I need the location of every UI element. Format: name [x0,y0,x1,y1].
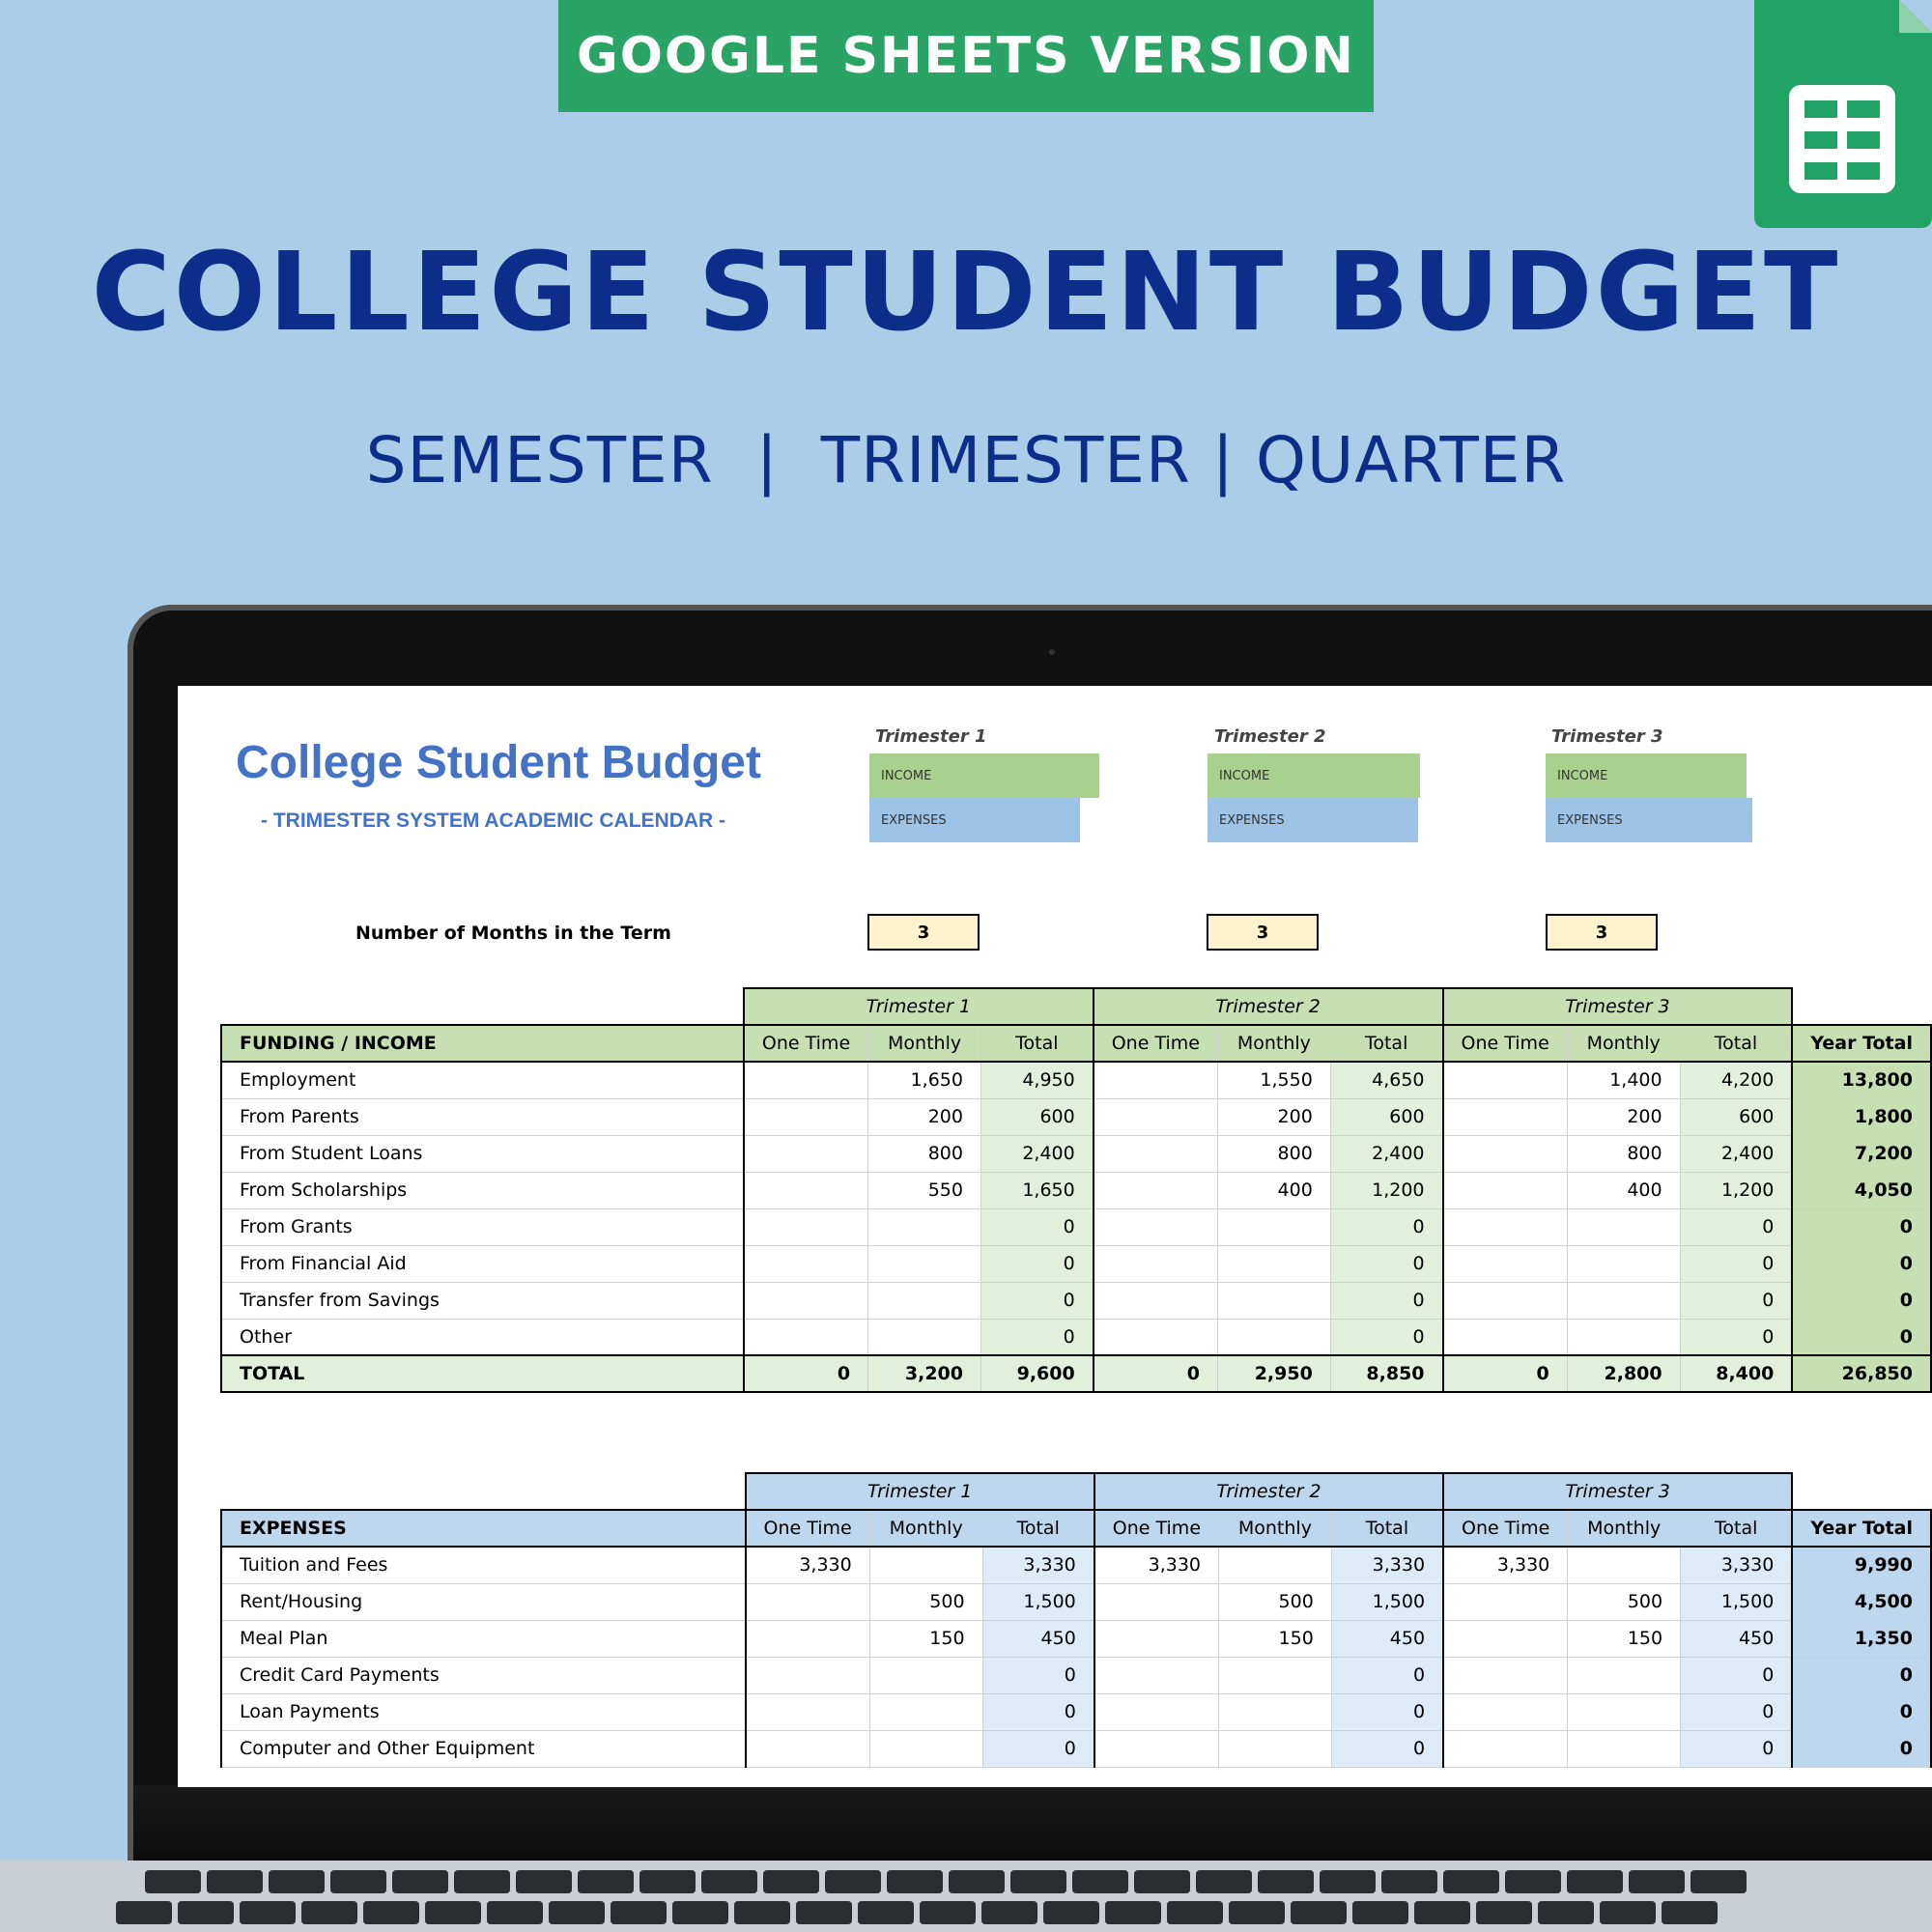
keyboard-key [949,1870,1005,1893]
row-label: Other [221,1319,744,1355]
table-cell[interactable] [1094,1062,1218,1098]
table-cell[interactable] [744,1172,868,1208]
table-row [221,1319,1931,1355]
keyboard-key [1381,1870,1437,1893]
table-cell[interactable]: 0 [1094,1355,1218,1392]
table-cell[interactable]: 0 [1681,1657,1793,1693]
keyboard-key [796,1901,852,1924]
table-cell[interactable] [869,1657,982,1693]
table-row [221,1245,1931,1282]
table-cell[interactable]: 0 [1792,1282,1931,1319]
term-header: Trimester 2 [1094,988,1443,1025]
table-cell[interactable] [1443,1657,1568,1693]
table-cell[interactable] [1443,1172,1568,1208]
table-cell[interactable]: 8,400 [1680,1355,1792,1392]
table-row [221,1730,1931,1767]
table-cell[interactable] [868,1282,981,1319]
table-cell[interactable]: 0 [980,1245,1093,1282]
table-cell[interactable] [1094,1172,1218,1208]
table-cell[interactable] [744,1282,868,1319]
table-cell[interactable] [1443,1730,1568,1767]
table-cell[interactable]: 8,850 [1330,1355,1442,1392]
keyboard-key [981,1901,1037,1924]
table-cell[interactable]: 150 [1219,1620,1332,1657]
table-cell[interactable]: 0 [982,1657,1094,1693]
table-cell[interactable]: 4,950 [980,1062,1093,1098]
table-cell[interactable]: 0 [1331,1693,1443,1730]
table-cell[interactable] [1443,1135,1568,1172]
table-cell[interactable] [1094,1693,1219,1730]
table-cell[interactable] [869,1693,982,1730]
camera-icon [1049,649,1055,655]
keyboard-key [734,1901,790,1924]
table-cell[interactable] [1217,1208,1330,1245]
table-cell[interactable]: 0 [1330,1208,1442,1245]
keyboard-key [825,1870,881,1893]
row-label: Rent/Housing [221,1583,746,1620]
table-cell[interactable]: 0 [1680,1208,1792,1245]
row-label: Credit Card Payments [221,1657,746,1693]
column-header: Year Total [1792,1510,1931,1547]
table-cell[interactable]: 200 [868,1098,981,1135]
row-label: From Grants [221,1208,744,1245]
table-row [221,1583,1931,1620]
product-title: COLLEGE STUDENT BUDGET [91,230,1841,355]
keyboard-key [1258,1870,1314,1893]
table-cell[interactable]: 1,550 [1217,1062,1330,1098]
table-cell[interactable] [1568,1693,1681,1730]
keyboard-key [1662,1901,1718,1924]
expenses-table [220,1472,1932,1768]
table-cell[interactable] [869,1730,982,1767]
keyboard-key [763,1870,819,1893]
keyboard-key [1505,1870,1561,1893]
table-row [221,1282,1931,1319]
google-sheets-icon [1754,0,1932,228]
table-cell[interactable] [744,1135,868,1172]
table-cell[interactable]: 0 [1792,1657,1931,1693]
table-cell[interactable]: 600 [1680,1098,1792,1135]
keyboard-key [207,1870,263,1893]
column-header: Monthly [1219,1510,1332,1547]
table-cell[interactable]: 0 [980,1319,1093,1355]
keyboard-key [639,1870,696,1893]
column-header: Total [982,1510,1094,1547]
table-cell[interactable] [1567,1282,1680,1319]
column-header: Monthly [1217,1025,1330,1062]
table-cell[interactable]: 0 [1680,1319,1792,1355]
keyboard-key [116,1901,172,1924]
table-cell[interactable]: 1,200 [1330,1172,1442,1208]
table-cell[interactable]: 2,400 [980,1135,1093,1172]
row-label: From Financial Aid [221,1245,744,1282]
keyboard-key [330,1870,386,1893]
legend-label-3: Trimester 3 [1551,726,1663,747]
legend-label-1: Trimester 1 [875,726,987,747]
table-cell[interactable]: 3,330 [1681,1547,1793,1583]
keyboard-key [1567,1870,1623,1893]
blank-cell [1792,1473,1931,1510]
table-cell[interactable]: 150 [1568,1620,1681,1657]
table-cell[interactable]: 200 [1567,1098,1680,1135]
laptop-chin [133,1785,1932,1861]
table-cell[interactable] [746,1693,870,1730]
sheet-title: College Student Budget [236,737,761,788]
table-cell[interactable]: 0 [1792,1245,1931,1282]
legend-expenses-1[interactable]: EXPENSES [869,798,1080,842]
table-row [221,1693,1931,1730]
column-header: Total [1330,1025,1442,1062]
table-cell[interactable] [1094,1319,1218,1355]
table-cell[interactable] [1443,1620,1568,1657]
table-cell[interactable]: 1,500 [1331,1583,1443,1620]
table-cell[interactable]: 2,400 [1680,1135,1792,1172]
keyboard-key [611,1901,667,1924]
table-cell[interactable]: 500 [1219,1583,1332,1620]
term-header-row [221,988,1931,1025]
table-cell[interactable]: 800 [868,1135,981,1172]
table-cell[interactable]: 0 [1681,1730,1793,1767]
table-cell[interactable]: 400 [1217,1172,1330,1208]
keyboard-key [858,1901,914,1924]
table-cell[interactable] [1443,1282,1568,1319]
table-cell[interactable]: 600 [980,1098,1093,1135]
table-cell[interactable]: 450 [1681,1620,1793,1657]
months-label: Number of Months in the Term [355,923,671,944]
table-cell[interactable]: 2,950 [1217,1355,1330,1392]
table-cell[interactable] [1219,1730,1332,1767]
term-header: Trimester 3 [1443,988,1793,1025]
keyboard-key [1476,1901,1532,1924]
legend-income-2[interactable]: INCOME [1208,753,1420,798]
table-cell[interactable]: 0 [1680,1282,1792,1319]
table-cell[interactable] [1217,1319,1330,1355]
table-cell[interactable]: 3,330 [746,1547,870,1583]
keyboard-key [301,1901,357,1924]
table-cell[interactable] [1443,1245,1568,1282]
table-cell[interactable] [744,1319,868,1355]
column-header-row [221,1025,1931,1062]
table-cell[interactable] [744,1208,868,1245]
keyboard-key [516,1870,572,1893]
keyboard-key [1414,1901,1470,1924]
keyboard-key [1352,1901,1408,1924]
keyboard-key [578,1870,634,1893]
table-cell[interactable]: 0 [1330,1319,1442,1355]
table-row [221,1620,1931,1657]
keyboard-key [178,1901,234,1924]
column-header: One Time [1443,1025,1568,1062]
table-cell[interactable] [1443,1062,1568,1098]
keyboard-key [1167,1901,1223,1924]
row-label: From Scholarships [221,1172,744,1208]
table-cell[interactable]: 9,600 [980,1355,1093,1392]
keyboard-key [145,1870,201,1893]
table-cell[interactable] [1094,1282,1218,1319]
keyboard-key [269,1870,325,1893]
table-row [221,1062,1931,1098]
table-cell[interactable] [1094,1208,1218,1245]
table-cell[interactable] [1567,1245,1680,1282]
table-cell[interactable] [1568,1730,1681,1767]
table-cell[interactable] [746,1583,870,1620]
table-cell[interactable]: 3,200 [868,1355,981,1392]
table-cell[interactable]: 200 [1217,1098,1330,1135]
table-cell[interactable]: 26,850 [1792,1355,1931,1392]
row-label: Meal Plan [221,1620,746,1657]
total-row [221,1355,1931,1392]
table-cell[interactable] [1443,1583,1568,1620]
table-cell[interactable] [1094,1135,1218,1172]
column-header: Total [1681,1510,1793,1547]
income-table [220,987,1932,1393]
table-cell[interactable] [744,1098,868,1135]
table-row [221,1208,1931,1245]
table-cell[interactable]: 0 [982,1730,1094,1767]
table-cell[interactable]: 500 [869,1583,982,1620]
table-cell[interactable]: 1,800 [1792,1098,1931,1135]
table-cell[interactable]: 450 [982,1620,1094,1657]
term-header-row [221,1473,1931,1510]
table-cell[interactable]: 1,650 [980,1172,1093,1208]
keyboard-key [1196,1870,1252,1893]
keyboard-key [425,1901,481,1924]
table-cell[interactable]: 4,500 [1792,1583,1931,1620]
table-cell[interactable] [868,1319,981,1355]
table-cell[interactable]: 0 [1792,1208,1931,1245]
column-header: One Time [746,1510,870,1547]
keyboard-key [1690,1870,1747,1893]
column-header: Total [1680,1025,1792,1062]
table-cell[interactable]: 450 [1331,1620,1443,1657]
keyboard-key [701,1870,757,1893]
keyboard-key [1600,1901,1656,1924]
table-row [221,1172,1931,1208]
table-cell[interactable] [1443,1208,1568,1245]
table-cell[interactable] [1094,1245,1218,1282]
column-header: One Time [1094,1510,1219,1547]
spreadsheet-screen [178,686,1932,1787]
table-cell[interactable]: 1,650 [868,1062,981,1098]
legend-expenses-2[interactable]: EXPENSES [1208,798,1418,842]
table-cell[interactable] [1094,1657,1219,1693]
keyboard-key [1072,1870,1128,1893]
keyboard-key [1010,1870,1066,1893]
keyboard-key [887,1870,943,1893]
legend-expenses-3[interactable]: EXPENSES [1546,798,1752,842]
keyboard-key [1291,1901,1347,1924]
table-cell[interactable] [1217,1245,1330,1282]
row-label: From Student Loans [221,1135,744,1172]
column-header: Total [1331,1510,1443,1547]
table-cell[interactable]: 0 [1681,1693,1793,1730]
table-cell[interactable]: 0 [982,1693,1094,1730]
table-cell[interactable]: 150 [869,1620,982,1657]
table-cell[interactable]: 600 [1330,1098,1442,1135]
table-cell[interactable] [1443,1693,1568,1730]
table-cell[interactable] [869,1547,982,1583]
table-cell[interactable] [1568,1657,1681,1693]
table-cell[interactable]: 0 [980,1282,1093,1319]
row-label: From Parents [221,1098,744,1135]
row-label: Employment [221,1062,744,1098]
table-cell[interactable] [868,1208,981,1245]
table-cell[interactable]: 0 [1680,1245,1792,1282]
keyboard-key [1229,1901,1285,1924]
table-cell[interactable]: 800 [1217,1135,1330,1172]
column-header-row [221,1510,1931,1547]
column-header: One Time [1094,1025,1218,1062]
keyboard-key [1629,1870,1685,1893]
table-cell[interactable] [1094,1098,1218,1135]
column-header: One Time [744,1025,868,1062]
table-cell[interactable]: 9,990 [1792,1547,1931,1583]
table-cell[interactable]: 3,330 [1443,1547,1568,1583]
table-cell[interactable]: 0 [1330,1282,1442,1319]
table-cell[interactable] [1219,1547,1332,1583]
table-cell[interactable]: 1,400 [1567,1062,1680,1098]
blank-cell [221,1473,746,1510]
table-row [221,1547,1931,1583]
table-cell[interactable] [1219,1693,1332,1730]
table-cell[interactable]: 0 [1792,1693,1931,1730]
keyboard-key [363,1901,419,1924]
table-cell[interactable]: 3,330 [1094,1547,1219,1583]
table-cell[interactable]: 0 [1443,1355,1568,1392]
row-label: Transfer from Savings [221,1282,744,1319]
keyboard-key [920,1901,976,1924]
table-cell[interactable]: 3,330 [982,1547,1094,1583]
table-cell[interactable] [1443,1319,1568,1355]
row-label: Loan Payments [221,1693,746,1730]
table-cell[interactable]: 1,200 [1680,1172,1792,1208]
table-cell[interactable] [1567,1319,1680,1355]
months-input-1[interactable]: 3 [867,914,980,951]
table-cell[interactable] [744,1062,868,1098]
table-cell[interactable] [746,1657,870,1693]
legend-income-1[interactable]: INCOME [869,753,1099,798]
table-cell[interactable]: 500 [1568,1583,1681,1620]
blank-cell [1792,988,1931,1025]
term-header: Trimester 2 [1094,1473,1443,1510]
laptop-keyboard [0,1861,1932,1932]
table-cell[interactable] [1094,1620,1219,1657]
keyboard-key [1134,1870,1190,1893]
table-cell[interactable]: 4,650 [1330,1062,1442,1098]
table-cell[interactable]: 2,800 [1567,1355,1680,1392]
table-cell[interactable]: 2,400 [1330,1135,1442,1172]
legend-label-2: Trimester 2 [1214,726,1326,747]
term-header: Trimester 1 [746,1473,1094,1510]
table-cell[interactable]: 0 [1330,1245,1442,1282]
table-cell[interactable]: 550 [868,1172,981,1208]
keyboard-key [1320,1870,1376,1893]
column-header: Monthly [868,1025,981,1062]
keyboard-key [392,1870,448,1893]
keyboard-key [549,1901,605,1924]
column-header: Total [980,1025,1093,1062]
table-cell[interactable]: 0 [1331,1730,1443,1767]
table-cell[interactable]: 0 [1792,1730,1931,1767]
table-cell[interactable] [1217,1282,1330,1319]
table-cell[interactable]: 4,050 [1792,1172,1931,1208]
table-cell[interactable] [1094,1583,1219,1620]
table-cell[interactable]: 800 [1567,1135,1680,1172]
keyboard-key [240,1901,296,1924]
column-header: Monthly [869,1510,982,1547]
column-header: One Time [1443,1510,1568,1547]
legend-income-3[interactable]: INCOME [1546,753,1747,798]
sheet-subtitle: - TRIMESTER SYSTEM ACADEMIC CALENDAR - [261,810,726,832]
term-header: Trimester 1 [744,988,1094,1025]
row-label: Tuition and Fees [221,1547,746,1583]
section-header: FUNDING / INCOME [221,1025,744,1062]
section-header: EXPENSES [221,1510,746,1547]
table-cell[interactable]: 3,330 [1331,1547,1443,1583]
table-cell[interactable] [744,1245,868,1282]
table-cell[interactable] [746,1620,870,1657]
table-cell[interactable] [1568,1547,1681,1583]
table-cell[interactable]: 0 [744,1355,868,1392]
table-cell[interactable] [1219,1657,1332,1693]
table-row [221,1657,1931,1693]
table-cell[interactable]: 13,800 [1792,1062,1931,1098]
row-label: Computer and Other Equipment [221,1730,746,1767]
keyboard-key [1043,1901,1099,1924]
blank-cell [221,988,744,1025]
product-subtitle: SEMESTER | TRIMESTER | QUARTER [365,423,1567,497]
column-header: Monthly [1567,1025,1680,1062]
version-banner: GOOGLE SHEETS VERSION [558,0,1374,112]
table-cell[interactable]: 0 [1331,1657,1443,1693]
table-cell[interactable] [1443,1098,1568,1135]
months-input-2[interactable]: 3 [1207,914,1319,951]
term-header: Trimester 3 [1443,1473,1792,1510]
keyboard-key [672,1901,728,1924]
table-cell[interactable]: 7,200 [1792,1135,1931,1172]
table-cell[interactable] [1567,1208,1680,1245]
table-row [221,1098,1931,1135]
column-header: Monthly [1568,1510,1681,1547]
months-input-3[interactable]: 3 [1546,914,1658,951]
table-cell[interactable]: 4,200 [1680,1062,1792,1098]
table-cell[interactable]: 1,500 [982,1583,1094,1620]
table-cell[interactable] [868,1245,981,1282]
table-cell[interactable]: 400 [1567,1172,1680,1208]
table-cell[interactable] [1094,1730,1219,1767]
keyboard-key [454,1870,510,1893]
table-cell[interactable]: 0 [1792,1319,1931,1355]
keyboard-key [1443,1870,1499,1893]
keyboard-key [1105,1901,1161,1924]
table-cell[interactable]: 1,350 [1792,1620,1931,1657]
column-header: Year Total [1792,1025,1931,1062]
row-label: TOTAL [221,1355,744,1392]
keyboard-key [487,1901,543,1924]
table-cell[interactable]: 1,500 [1681,1583,1793,1620]
table-cell[interactable] [746,1730,870,1767]
table-row [221,1135,1931,1172]
table-cell[interactable]: 0 [980,1208,1093,1245]
keyboard-key [1538,1901,1594,1924]
